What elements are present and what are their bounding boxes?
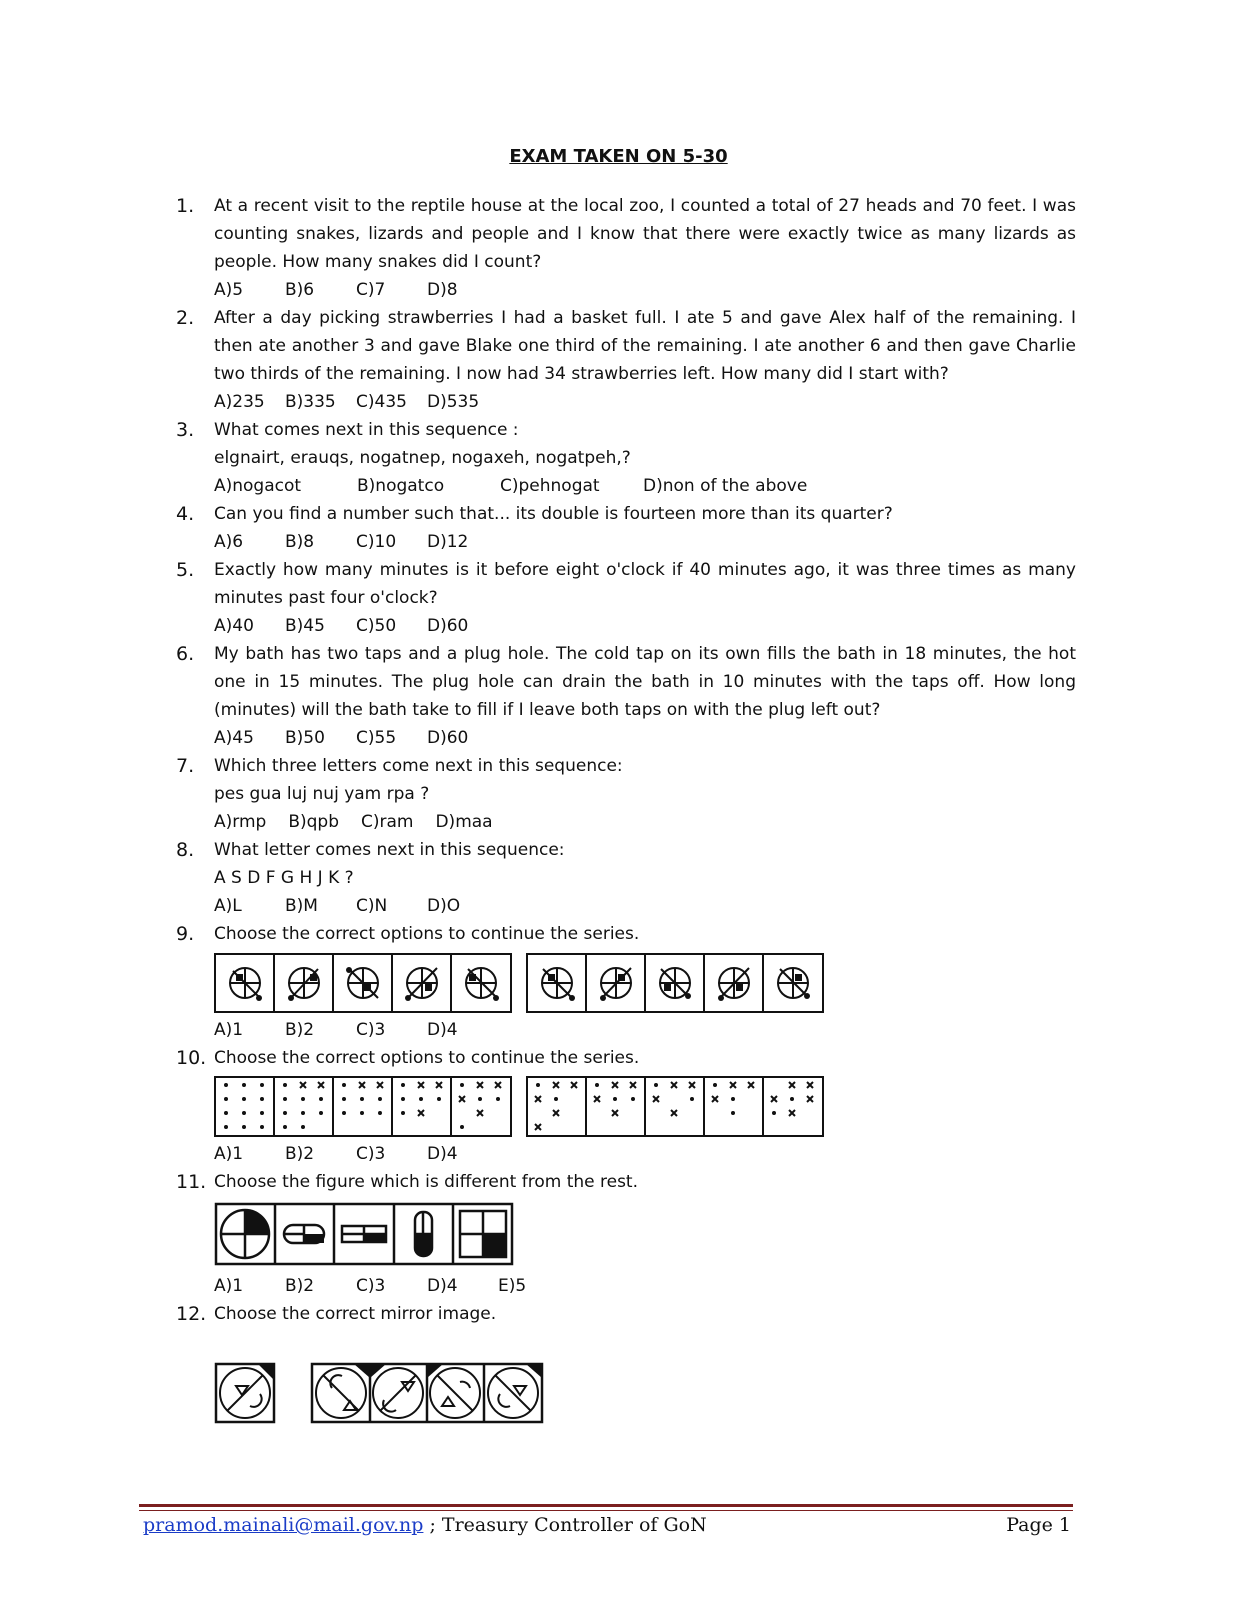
option-d: D)60 bbox=[427, 728, 469, 748]
answer-options bbox=[214, 472, 1076, 500]
question-text: What letter comes next in this sequence: bbox=[214, 840, 565, 860]
answer-options bbox=[214, 808, 1076, 836]
footer-left bbox=[143, 1514, 707, 1536]
option-d: D)4 bbox=[427, 1144, 458, 1164]
option-d: D)12 bbox=[427, 532, 469, 552]
option-c: C)7 bbox=[356, 280, 386, 300]
question-4 bbox=[176, 500, 1076, 556]
option-c: C)3 bbox=[356, 1144, 386, 1164]
option-e: E)5 bbox=[498, 1276, 527, 1296]
option-d: D)non of the above bbox=[643, 476, 808, 496]
answer-options bbox=[214, 1016, 1076, 1044]
question-text: Which three letters come next in this sequence: bbox=[214, 756, 623, 776]
series-figure bbox=[214, 1076, 1076, 1138]
option-a: A)1 bbox=[214, 1144, 244, 1164]
answer-options bbox=[214, 1140, 1076, 1168]
question-list bbox=[176, 192, 1076, 1426]
question-number: 10. bbox=[176, 1047, 207, 1069]
question-6 bbox=[176, 640, 1076, 752]
sequence-line: elgnairt, erauqs, nogatnep, nogaxeh, nogatpeh,? bbox=[214, 448, 631, 468]
option-a: A)45 bbox=[214, 728, 254, 748]
option-b: B)nogatco bbox=[357, 476, 445, 496]
option-b: B)6 bbox=[285, 280, 315, 300]
footer-separator: ; bbox=[423, 1514, 442, 1536]
question-12 bbox=[176, 1300, 1076, 1426]
shapes-figure bbox=[214, 1202, 524, 1268]
question-text: Exactly how many minutes is it before eight o'clock if 40 minutes ago, it was three times as many minutes past four o'clock? bbox=[214, 560, 1076, 608]
question-8 bbox=[176, 836, 1076, 920]
answer-options bbox=[214, 892, 1076, 920]
question-number: 3. bbox=[176, 419, 195, 441]
option-c: C)435 bbox=[356, 392, 407, 412]
answer-options bbox=[214, 276, 1076, 304]
option-c: C)55 bbox=[356, 728, 397, 748]
option-c: C)10 bbox=[356, 532, 397, 552]
option-c: C)ram bbox=[360, 812, 414, 832]
mirror-shapes-figure bbox=[214, 1362, 554, 1426]
option-a: A)6 bbox=[214, 532, 244, 552]
answer-options bbox=[214, 528, 1076, 556]
question-text: What comes next in this sequence : bbox=[214, 420, 519, 440]
answer-options bbox=[214, 724, 1076, 752]
sequence-line: pes gua luj nuj yam rpa ? bbox=[214, 784, 430, 804]
option-a: A)1 bbox=[214, 1276, 244, 1296]
option-c: C)N bbox=[356, 896, 388, 916]
question-number: 2. bbox=[176, 307, 195, 329]
option-d: D)maa bbox=[435, 812, 493, 832]
option-b: B)2 bbox=[285, 1020, 315, 1040]
question-5 bbox=[176, 556, 1076, 640]
option-c: C)pehnogat bbox=[500, 476, 600, 496]
footer-role: Treasury Controller of GoN bbox=[441, 1514, 707, 1536]
option-d: D)O bbox=[427, 896, 461, 916]
question-text: Choose the correct mirror image. bbox=[214, 1304, 497, 1324]
question-text: Choose the correct options to continue the series. bbox=[214, 1048, 640, 1068]
question-number: 7. bbox=[176, 755, 195, 777]
option-b: B)50 bbox=[285, 728, 325, 748]
question-10 bbox=[176, 1044, 1076, 1168]
question-3 bbox=[176, 416, 1076, 500]
option-d: D)4 bbox=[427, 1020, 458, 1040]
option-d: D)60 bbox=[427, 616, 469, 636]
answer-options bbox=[214, 612, 1076, 640]
option-c: C)50 bbox=[356, 616, 397, 636]
option-a: A)235 bbox=[214, 392, 265, 412]
option-d: D)8 bbox=[427, 280, 458, 300]
option-a: A)40 bbox=[214, 616, 254, 636]
question-text: Can you find a number such that... its double is fourteen more than its quarter? bbox=[214, 504, 893, 524]
question-1 bbox=[176, 192, 1076, 304]
question-2 bbox=[176, 304, 1076, 416]
circle-series-figure bbox=[214, 952, 834, 1014]
series-figure bbox=[214, 952, 1076, 1014]
question-text: My bath has two taps and a plug hole. The cold tap on its own fills the bath in 18 minutes, the hot one in 15 minutes. The plug hole can drain the bath in 10 minutes with the taps off. How long (minutes) will the bath take to fill if I leave both taps on with the plug left out? bbox=[214, 644, 1076, 720]
email-link[interactable]: pramod.mainali@mail.gov.np bbox=[143, 1514, 424, 1536]
option-b: B)45 bbox=[285, 616, 325, 636]
question-number: 8. bbox=[176, 839, 195, 861]
odd-one-out-figure bbox=[214, 1202, 1076, 1272]
option-a: A)rmp bbox=[214, 812, 267, 832]
answer-options bbox=[214, 388, 1076, 416]
page-title: EXAM TAKEN ON 5-30 bbox=[509, 146, 728, 167]
question-number: 12. bbox=[176, 1303, 207, 1325]
question-7 bbox=[176, 752, 1076, 836]
question-text: Choose the correct options to continue the series. bbox=[214, 924, 640, 944]
option-c: C)3 bbox=[356, 1020, 386, 1040]
option-b: B)2 bbox=[285, 1276, 315, 1296]
footer-divider-thin bbox=[139, 1510, 1073, 1511]
question-9 bbox=[176, 920, 1076, 1044]
question-number: 11. bbox=[176, 1171, 207, 1193]
page-footer bbox=[143, 1514, 1071, 1536]
option-d: D)535 bbox=[427, 392, 480, 412]
answer-options bbox=[214, 1272, 1076, 1300]
option-b: B)8 bbox=[285, 532, 315, 552]
option-a: A)1 bbox=[214, 1020, 244, 1040]
question-text: Choose the figure which is different from the rest. bbox=[214, 1172, 639, 1192]
question-number: 6. bbox=[176, 643, 195, 665]
footer-divider bbox=[139, 1504, 1073, 1507]
option-d: D)4 bbox=[427, 1276, 458, 1296]
page-number: Page 1 bbox=[1006, 1514, 1071, 1536]
option-b: B)335 bbox=[285, 392, 336, 412]
option-a: A)5 bbox=[214, 280, 244, 300]
question-11 bbox=[176, 1168, 1076, 1300]
option-b: B)2 bbox=[285, 1144, 315, 1164]
option-a: A)L bbox=[214, 896, 242, 916]
question-number: 4. bbox=[176, 503, 195, 525]
question-text: After a day picking strawberries I had a basket full. I ate 5 and gave Alex half of the remaining. I then ate another 3 and gave Blake one third of the remaining. I ate another 6 and then gave Charlie two thirds of the remaining. I now had 34 strawberries left. How many did I start with? bbox=[214, 308, 1076, 384]
option-c: C)3 bbox=[356, 1276, 386, 1296]
dot-cross-series-figure bbox=[214, 1076, 834, 1138]
option-b: B)M bbox=[285, 896, 318, 916]
question-text: At a recent visit to the reptile house at the local zoo, I counted a total of 27 heads and 70 feet. I was counting snakes, lizards and people and I know that there were exactly twice as many lizards as people. How many snakes did I count? bbox=[214, 196, 1076, 272]
option-b: B)qpb bbox=[288, 812, 339, 832]
mirror-image-figure bbox=[214, 1362, 1076, 1426]
option-a: A)nogacot bbox=[214, 476, 302, 496]
question-number: 9. bbox=[176, 923, 195, 945]
question-number: 5. bbox=[176, 559, 195, 581]
question-number: 1. bbox=[176, 195, 195, 217]
sequence-line: A S D F G H J K ? bbox=[214, 868, 354, 888]
